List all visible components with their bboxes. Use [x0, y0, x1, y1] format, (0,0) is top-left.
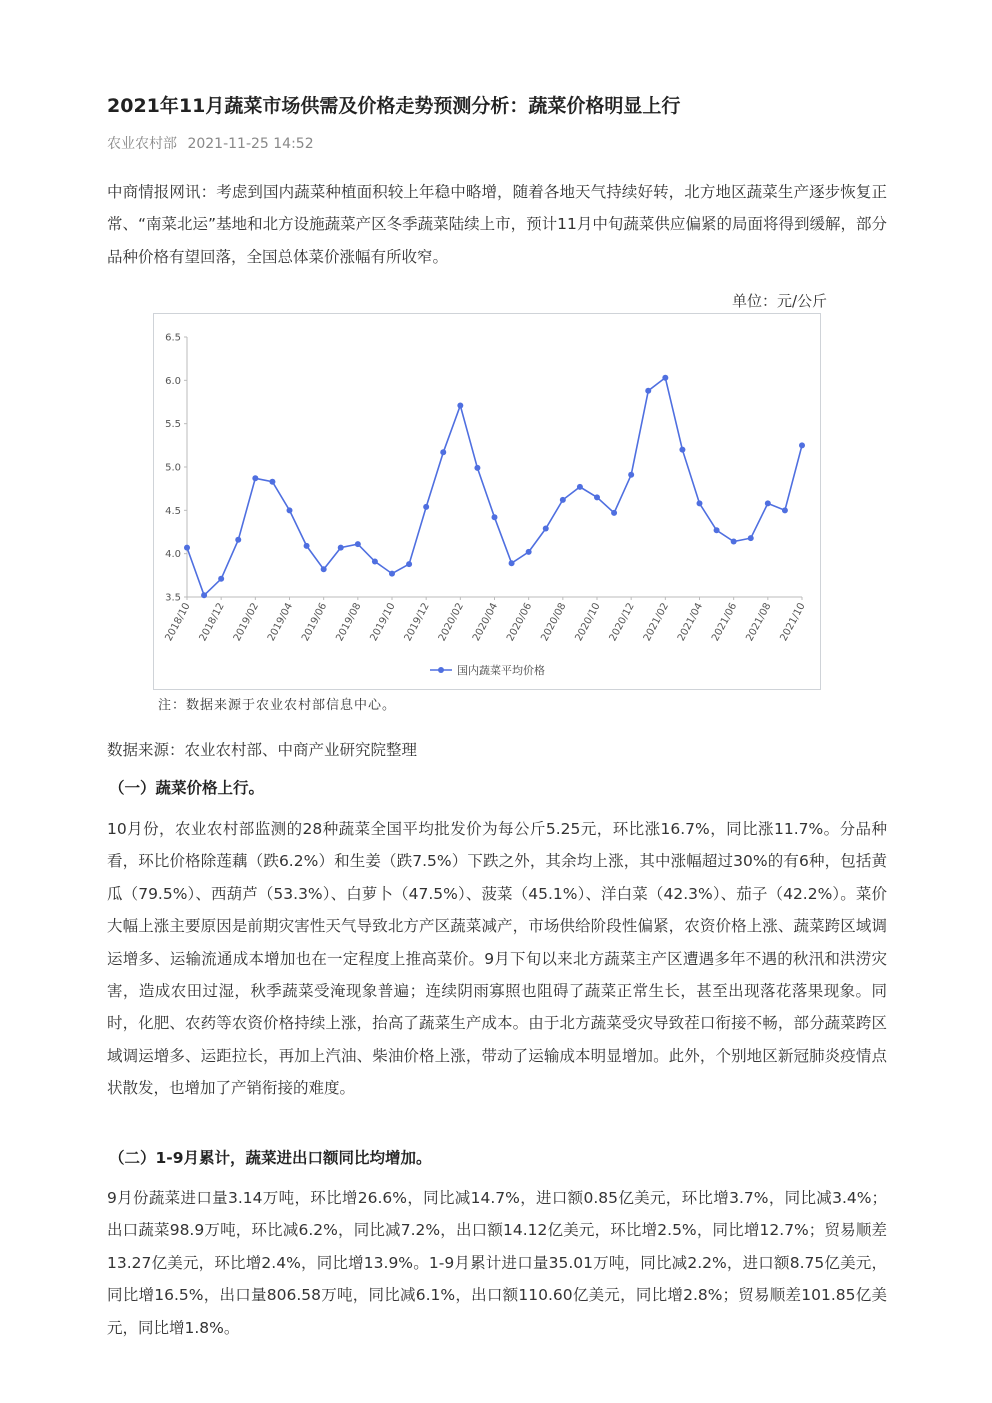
x-tick-label: 2020/02 [436, 601, 466, 644]
data-point [543, 526, 549, 532]
intro-paragraph: 中商情报网讯：考虑到国内蔬菜种植面积较上年稳中略增，随着各地天气持续好转，北方地区蔬菜生产逐步恢复正常、“南菜北运”基地和北方设施蔬菜产区冬季蔬菜陆续上市，预计11月中旬蔬菜供应偏紧的局面将得到缓解，部分品种价格有望回落，全国总体菜价涨幅有所收窄。 [107, 183, 887, 266]
x-tick-label: 2021/08 [744, 601, 774, 644]
unit-label: 单位：元/公斤 [732, 292, 828, 310]
data-point [492, 514, 498, 520]
data-point [235, 537, 241, 543]
section2-heading: （二）1-9月累计，蔬菜进出口额同比均增加。 [109, 1149, 432, 1167]
data-point [440, 449, 446, 455]
x-tick-label: 2020/08 [539, 601, 569, 644]
data-point [304, 543, 310, 549]
data-point [748, 535, 754, 541]
article-source: 农业农村部 [107, 136, 177, 152]
data-point [679, 447, 685, 453]
x-tick-label: 2019/06 [300, 601, 330, 644]
data-point [560, 497, 566, 503]
data-point [782, 507, 788, 513]
price-chart [153, 313, 821, 690]
x-tick-label: 2020/10 [573, 601, 603, 644]
legend-marker [438, 667, 444, 673]
article-meta [107, 134, 314, 154]
x-tick-label: 2018/10 [163, 601, 193, 644]
x-tick-label: 2019/10 [368, 601, 398, 644]
x-tick-label: 2019/12 [402, 601, 432, 644]
y-axis [165, 333, 187, 604]
article-title: 2021年11月蔬菜市场供需及价格走势预测分析：蔬菜价格明显上行 [107, 95, 681, 117]
data-point [338, 545, 344, 551]
y-tick-label: 6.5 [165, 332, 181, 344]
data-point [799, 442, 805, 448]
data-point [287, 507, 293, 513]
x-tick-label: 2021/10 [778, 601, 808, 644]
price-line-chart [154, 314, 820, 689]
data-point [457, 402, 463, 408]
x-tick-label: 2019/08 [334, 601, 364, 644]
data-point [406, 561, 412, 567]
data-point [509, 560, 515, 566]
y-tick-label: 5.5 [165, 419, 181, 431]
series-line [187, 378, 802, 596]
data-point [423, 504, 429, 510]
x-tick-label: 2021/04 [675, 601, 706, 644]
x-tick-label: 2021/02 [641, 601, 671, 644]
x-tick-label: 2020/12 [607, 601, 637, 644]
y-tick-label: 3.5 [165, 592, 181, 604]
data-source: 数据来源：农业农村部、中商产业研究院整理 [107, 741, 418, 759]
y-tick-label: 5.0 [165, 462, 181, 474]
y-tick-label: 4.5 [165, 505, 181, 517]
legend-label: 国内蔬菜平均价格 [457, 664, 545, 677]
data-point [628, 472, 634, 478]
data-point [731, 539, 737, 545]
data-point [269, 479, 275, 485]
data-point [526, 549, 532, 555]
series-points-group [184, 375, 805, 599]
x-tick-label: 2018/12 [197, 601, 227, 644]
x-tick-label: 2021/06 [710, 601, 740, 644]
data-point [474, 465, 480, 471]
data-point [765, 500, 771, 506]
data-point [389, 571, 395, 577]
data-point [184, 545, 190, 551]
section1-heading: （一）蔬菜价格上行。 [109, 779, 265, 797]
section2-paragraph: 9月份蔬菜进口量3.14万吨，环比增26.6%，同比减14.7%，进口额0.85亿美元，环比增3.7%，同比减3.4%；出口蔬菜98.9万吨，环比减6.2%，同比减7.2%，出口额14.12亿美元，环比增2.5%，同比增12.7%；贸易顺差13.27亿美元，环比增2.4%，同比增13.9%。1-9月累计进口量35.01万吨，同比减2.2%，进口额8.75亿美元，同比增16.5%，出口量806.58万吨，同比减6.1%，出口额110.60亿美元，同比增2.8%；贸易顺差101.85亿美元，同比增1.8%。 [107, 1189, 887, 1337]
data-point [645, 388, 651, 394]
data-point [714, 527, 720, 533]
data-point [577, 484, 583, 490]
x-tick-label: 2020/04 [470, 601, 501, 644]
x-axis [163, 597, 807, 643]
series-line-group [187, 378, 802, 596]
x-tick-label: 2019/02 [231, 601, 261, 644]
data-point [321, 566, 327, 572]
data-point [201, 592, 207, 598]
data-point [611, 510, 617, 516]
data-point [372, 558, 378, 564]
data-point [252, 475, 258, 481]
chart-legend [430, 663, 545, 677]
x-tick-label: 2019/04 [265, 601, 296, 644]
data-point [662, 375, 668, 381]
data-point [594, 494, 600, 500]
y-tick-label: 4.0 [165, 549, 181, 561]
x-tick-label: 2020/06 [505, 601, 535, 644]
y-tick-label: 6.0 [165, 375, 181, 387]
data-point [697, 500, 703, 506]
data-point [355, 541, 361, 547]
chart-note: 注：数据来源于农业农村部信息中心。 [158, 698, 397, 713]
article-datetime: 2021-11-25 14:52 [187, 136, 314, 152]
section1-paragraph: 10月份，农业农村部监测的28种蔬菜全国平均批发价为每公斤5.25元，环比涨16.7%，同比涨11.7%。分品种看，环比价格除莲藕（跌6.2%）和生姜（跌7.5%）下跌之外，其余均上涨，其中涨幅超过30%的有6种，包括黄瓜（79.5%）、西葫芦（53.3%）、白萝卜（47.5%）、菠菜（45.1%）、洋白菜（42.3%）、茄子（42.2%）。菜价大幅上涨主要原因是前期灾害性天气导致北方产区蔬菜减产，市场供给阶段性偏紧，农资价格上涨、蔬菜跨区域调运增多、运输流通成本增加也在一定程度上推高菜价。9月下旬以来北方蔬菜主产区遭遇多年不遇的秋汛和洪涝灾害，造成农田过湿，秋季蔬菜受淹现象普遍；连续阴雨寡照也阻碍了蔬菜正常生长，甚至出现落花落果现象。同时，化肥、农药等农资价格持续上涨，抬高了蔬菜生产成本。由于北方蔬菜受灾导致茬口衔接不畅，部分蔬菜跨区域调运增多、运距拉长，再加上汽油、柴油价格上涨，带动了运输成本明显增加。此外，个别地区新冠肺炎疫情点状散发，也增加了产销衔接的难度。 [107, 820, 887, 1098]
data-point [218, 576, 224, 582]
